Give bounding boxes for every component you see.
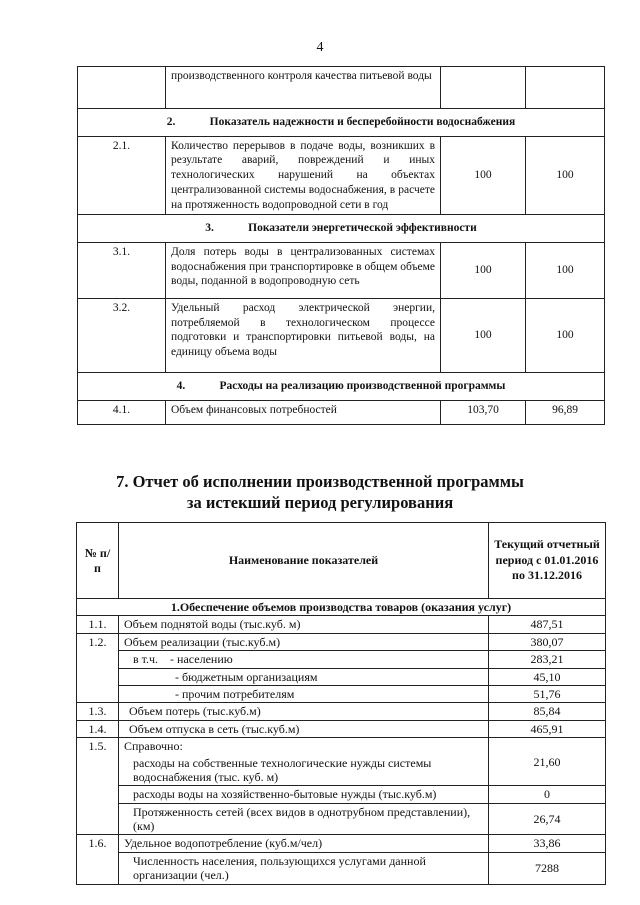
table-row — [77, 852, 606, 884]
row-number: 1.1. — [77, 616, 119, 633]
table-row — [77, 738, 606, 755]
table-row — [77, 786, 606, 803]
row-value: 21,60 — [489, 738, 606, 786]
table-row — [78, 243, 605, 299]
report-table — [76, 522, 606, 885]
row-number: 1.3. — [77, 703, 119, 720]
row-name: Удельное водопотребление (куб.м/чел) — [119, 835, 489, 852]
row-number: 1.2. — [77, 633, 119, 650]
row-value: 100 — [526, 136, 605, 215]
section-header — [77, 599, 606, 616]
row-value: 380,07 — [489, 633, 606, 650]
section-title: 1.Обеспечение объемов производства товаров (оказания услуг) — [77, 599, 606, 616]
row-value: 487,51 — [489, 616, 606, 633]
indicators-table-continued — [77, 66, 605, 425]
header-period: Текущий отчетный период с 01.01.2016 по 31.12.2016 — [489, 523, 606, 599]
table-row — [77, 616, 606, 633]
section-title: Расходы на реализацию производственной программы — [219, 380, 506, 393]
row-value: 26,74 — [489, 803, 606, 835]
row-value: 0 — [489, 786, 606, 803]
header-name: Наименование показателей — [119, 523, 489, 599]
row-name: Объем поднятой воды (тыс.куб. м) — [119, 616, 489, 633]
row-name: Протяженность сетей (всех видов в однотрубном представлении), (км) — [119, 803, 489, 835]
title-line-1: 7. Отчет об исполнении производственной программы — [116, 472, 524, 491]
row-name: - прочим потребителям — [119, 685, 489, 702]
table-row — [77, 835, 606, 852]
row-text: Количество перерывов в подаче воды, возникших в результате аварий, повреждений и иных технологических нарушений на объектах централизованной системы водоснабжения, в расчете на протяженность водопроводной сети в год — [166, 136, 441, 215]
title-line-2: за истекший период регулирования — [186, 492, 454, 512]
row-value: 100 — [441, 136, 526, 215]
row-value: 7288 — [489, 852, 606, 884]
row-name: Объем реализации (тыс.куб.м) — [119, 633, 489, 650]
page-number: 4 — [316, 40, 324, 55]
row-text: Доля потерь воды в централизованных системах водоснабжения при транспортировке в общем объеме воды, поданной в водопроводную сеть — [166, 243, 441, 299]
section-header — [78, 373, 605, 401]
row-value: 100 — [526, 299, 605, 373]
table-row — [78, 299, 605, 373]
section-header — [78, 109, 605, 137]
row-name: Справочно: — [119, 738, 489, 755]
row-name: расходы воды на хозяйственно-бытовые нужды (тыс.куб.м) — [119, 786, 489, 803]
section-7-title — [0, 472, 640, 513]
section-number: 4. — [176, 380, 186, 393]
row-value: 100 — [441, 299, 526, 373]
section-header — [78, 215, 605, 243]
table-row — [78, 67, 605, 109]
row-value: 85,84 — [489, 703, 606, 720]
row-value: 45,10 — [489, 668, 606, 685]
row-name: расходы на собственные технологические нужды системы водоснабжения (тыс. куб. м) — [119, 755, 489, 786]
row-number: 3.1. — [78, 243, 166, 299]
row-name: Численность населения, пользующихся услугами данной организации (чел.) — [119, 852, 489, 884]
table-row — [77, 703, 606, 720]
table-row — [77, 685, 606, 702]
row-value: 33,86 — [489, 835, 606, 852]
row-text: Объем финансовых потребностей — [166, 400, 441, 424]
section-title: Показатель надежности и бесперебойности водоснабжения — [209, 116, 516, 128]
row-value: 51,76 — [489, 685, 606, 702]
table-row — [77, 651, 606, 668]
row-value: 103,70 — [441, 400, 526, 424]
section-number: 2. — [166, 116, 176, 128]
row-text: Удельный расход электрической энергии, потребляемой в технологическом процессе подготовки и транспортировки питьевой воды, на единицу объема воды — [166, 299, 441, 373]
row-number: 1.5. — [77, 738, 119, 835]
section-title: Показатели энергетической эффективности — [248, 222, 477, 235]
table-header — [77, 523, 606, 599]
table-row — [77, 803, 606, 835]
row-number: 1.4. — [77, 720, 119, 737]
table-row — [78, 136, 605, 215]
row-name: - бюджетным организациям — [119, 668, 489, 685]
row-value: 96,89 — [526, 400, 605, 424]
row-number: 1.6. — [77, 835, 119, 852]
row-value: 100 — [441, 243, 526, 299]
table-row — [78, 400, 605, 424]
header-number: № п/п — [77, 523, 119, 599]
row-number: 2.1. — [78, 136, 166, 215]
table-row — [77, 720, 606, 737]
row-value: 283,21 — [489, 651, 606, 668]
row-value: 100 — [526, 243, 605, 299]
continued-text: производственного контроля качества питьевой воды — [166, 67, 441, 109]
table-row — [77, 668, 606, 685]
section-number: 3. — [205, 222, 214, 235]
row-name: Объем потерь (тыс.куб.м) — [119, 703, 489, 720]
row-name: в т.ч. - населению — [119, 651, 489, 668]
table-row — [77, 633, 606, 650]
row-number: 4.1. — [78, 400, 166, 424]
row-name: Объем отпуска в сеть (тыс.куб.м) — [119, 720, 489, 737]
row-number: 3.2. — [78, 299, 166, 373]
row-value: 465,91 — [489, 720, 606, 737]
